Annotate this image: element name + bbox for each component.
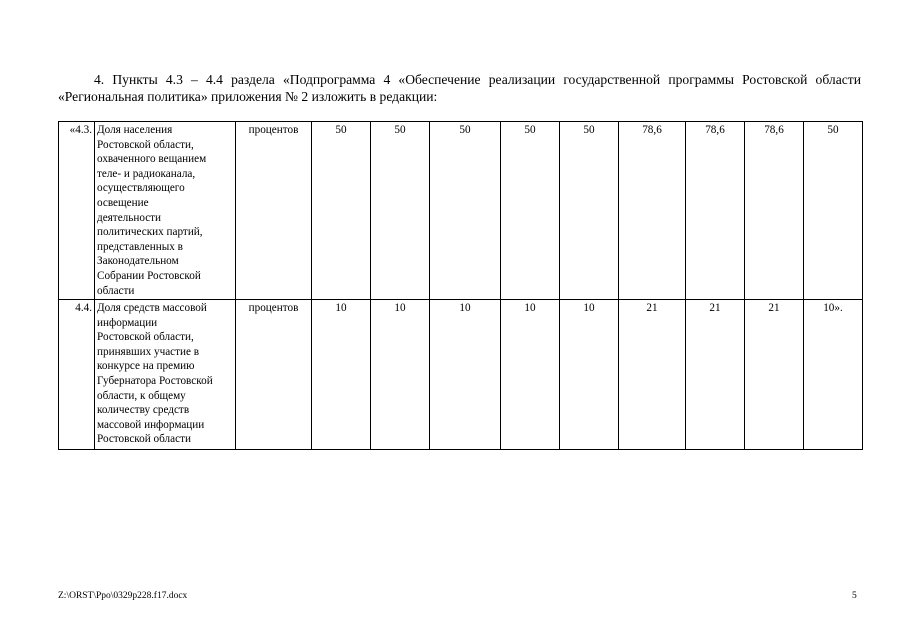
value-cell: 50 (804, 122, 863, 300)
value-cell: 21 (745, 300, 804, 450)
row-number: 4.4. (59, 300, 95, 450)
value-cell: 78,6 (686, 122, 745, 300)
value-cell: 10 (371, 300, 430, 450)
row-number: «4.3. (59, 122, 95, 300)
page-number: 5 (852, 591, 857, 601)
indicator-name: Доля средств массовой информации Ростовской области, принявших участие в конкурсе на премию Губернатора Ростовской области, к общему количеству средств массовой информации Ростовской области (95, 300, 236, 450)
value-cell: 78,6 (745, 122, 804, 300)
value-cell: 50 (312, 122, 371, 300)
value-cell: 50 (371, 122, 430, 300)
table-row (59, 122, 863, 300)
value-cell: 10 (560, 300, 619, 450)
unit-cell: процентов (236, 300, 312, 450)
footer-file-path: Z:\ORST\Ppo\0329p228.f17.docx (58, 591, 188, 601)
value-cell: 50 (501, 122, 560, 300)
unit-cell: процентов (236, 122, 312, 300)
value-cell: 50 (560, 122, 619, 300)
value-cell: 21 (619, 300, 686, 450)
value-cell: 10». (804, 300, 863, 450)
value-cell: 50 (430, 122, 501, 300)
indicators-table (58, 121, 863, 450)
table-row (59, 300, 863, 450)
value-cell: 78,6 (619, 122, 686, 300)
intro-paragraph: 4. Пункты 4.3 – 4.4 раздела «Подпрограмма 4 «Обеспечение реализации государственной программы Ростовской области «Региональная политика» приложения № 2 изложить в редакции: (58, 72, 861, 104)
value-cell: 10 (312, 300, 371, 450)
value-cell: 10 (430, 300, 501, 450)
indicator-name: Доля населения Ростовской области, охваченного вещанием теле- и радиоканала, осуществляющего освещение деятельности политических партий, представленных в Законодательном Собрании Ростовской области (95, 122, 236, 300)
value-cell: 10 (501, 300, 560, 450)
value-cell: 21 (686, 300, 745, 450)
